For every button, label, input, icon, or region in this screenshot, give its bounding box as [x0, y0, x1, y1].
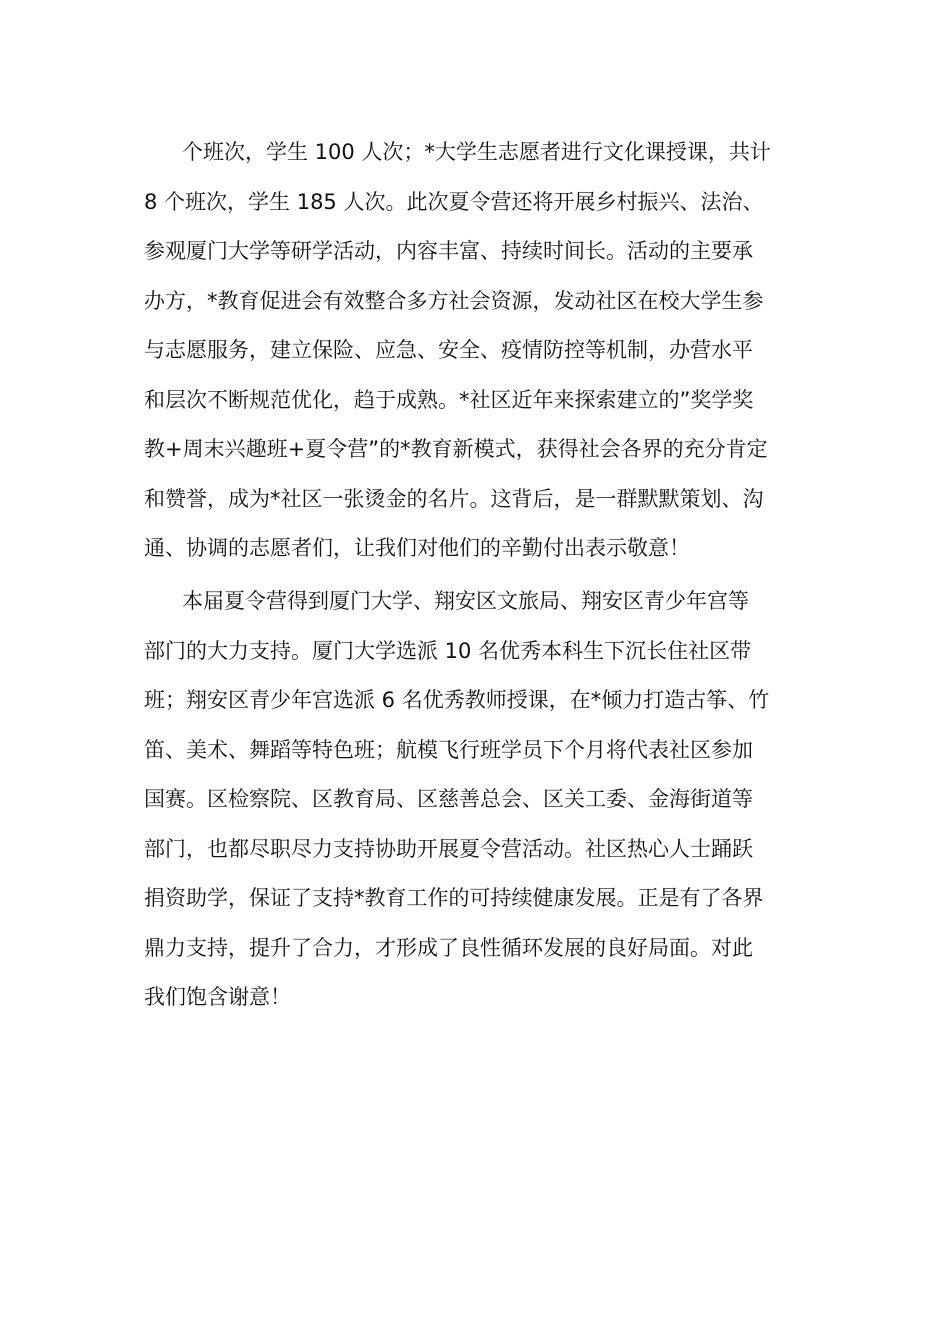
paragraph-line: 班；翔安区青少年宫选派 6 名优秀教师授课，在*倾力打造古筝、竹	[144, 688, 770, 712]
paragraph-line: 和赞誉，成为*社区一张烫金的名片。这背后，是一群默默策划、沟	[144, 486, 764, 511]
paragraph-line: 8 个班次，学生 185 人次。此次夏令营还将开展乡村振兴、法治、	[144, 189, 764, 214]
paragraph-line: 参观厦门大学等研学活动，内容丰富、持续时间长。活动的主要承	[144, 239, 753, 263]
paragraph-line: 部门，也都尽职尽力支持协助开展夏令营活动。社区热心人士踊跃	[144, 836, 753, 861]
paragraph-line: 教+周末兴趣班+夏令营”的*教育新模式，获得社会各界的充分肯定	[144, 437, 768, 461]
paragraph-line: 捐资助学，保证了支持*教育工作的可持续健康发展。正是有了各界	[144, 886, 764, 910]
paragraph-line: 国赛。区检察院、区教育局、区慈善总会、区关工委、金海街道等	[144, 787, 753, 811]
paragraph-line: 我们饱含谢意！	[144, 985, 291, 1009]
paragraph-line: 本届夏令营得到厦门大学、翔安区文旅局、翔安区青少年宫等	[182, 589, 749, 613]
paragraph-line: 和层次不断规范优化，趋于成熟。*社区近年来探索建立的”奖学奖	[144, 387, 754, 412]
paragraph-line: 部门的大力支持。厦门大学选派 10 名优秀本科生下沉长住社区带	[144, 638, 752, 663]
paragraph-line: 办方，*教育促进会有效整合多方社会资源，发动社区在校大学生参	[144, 288, 764, 313]
paragraph-line: 鼎力支持，提升了合力，才形成了良性循环发展的良好局面。对此	[144, 935, 753, 960]
paragraph-support	[144, 577, 812, 1023]
paragraph-volunteers	[144, 128, 812, 574]
paragraph-line: 通、协调的志愿者们，让我们对他们的辛勤付出表示敬意！	[144, 536, 690, 560]
paragraph-line: 个班次，学生 100 人次；*大学生志愿者进行文化课授课，共计	[182, 140, 771, 164]
paragraph-line: 笛、美术、舞蹈等特色班；航模飞行班学员下个月将代表社区参加	[144, 737, 753, 762]
paragraph-line: 与志愿服务，建立保险、应急、安全、疫情防控等机制，办营水平	[144, 338, 753, 362]
